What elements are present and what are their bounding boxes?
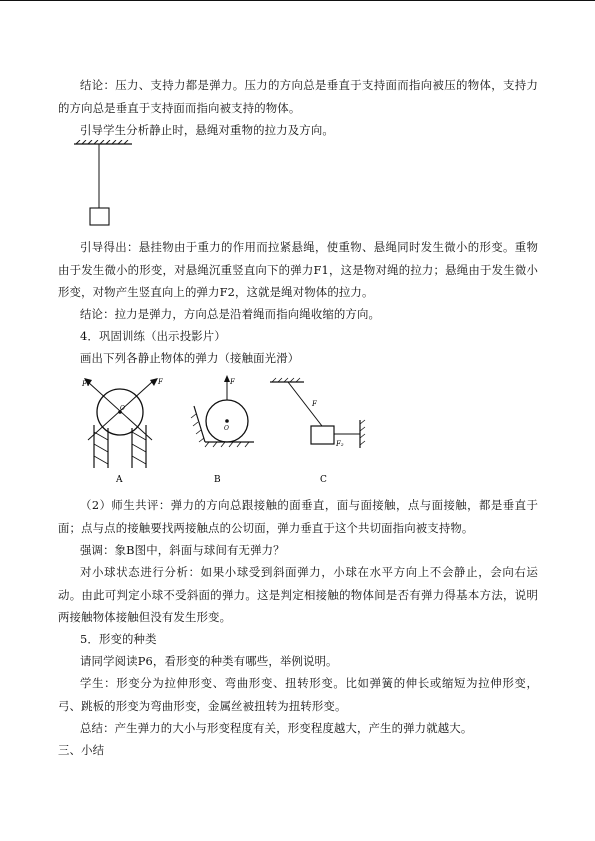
label-center-o-a: O: [120, 405, 125, 412]
label-force-f-c: F: [312, 400, 317, 408]
paragraph-conclusion-pressure: 结论：压力、支持力都是弹力。压力的方向总是垂直于支持面而指向被压的物体，支持力的方向总是垂直于支持面而指向被支持的物体。: [58, 78, 538, 115]
label-figure-c: C: [320, 475, 327, 485]
block-c: [311, 426, 334, 444]
floor-hatch: [205, 442, 249, 447]
arrow-head-f: [150, 378, 158, 386]
figure-c: [270, 378, 365, 485]
label-figure-b: B: [214, 475, 221, 485]
paragraph-exercise-prompt: 画出下列各静止物体的弹力（接触面光滑）: [80, 351, 300, 365]
wall-c-hatch: [360, 420, 365, 445]
label-force-f2: F₂: [336, 440, 344, 448]
paragraph-guide-result: 引导得出：悬挂物由于重力的作用而拉紧悬绳，使重物、悬绳同时发生微小的形变。重物由于发生微小的形变，对悬绳沉重竖直向下的弹力F1，这是物对绳的拉力；悬绳由于发生微小形变，对物产生竖直向上的弹力F2，这就是绳对物体的拉力。: [58, 240, 538, 299]
figure-b: [191, 375, 254, 485]
paragraph-student-answer: 学生：形变分为拉伸形变、弯曲形变、扭转形变。比如弹簧的伸长或缩短为拉伸形变，弓、跳板的形变为弯曲形变，金属丝被扭转为扭转形变。: [58, 676, 538, 713]
label-figure-a: A: [116, 475, 123, 485]
paragraph-reading-task: 请同学阅读P6，看形变的种类有哪些，举例说明。: [80, 654, 338, 668]
section-deformation-heading: 5．形变的种类: [80, 632, 157, 646]
hanging-weight-figure: [72, 140, 152, 232]
rope-c: [288, 382, 322, 426]
label-force-f-b: F: [230, 378, 235, 386]
paragraph-emphasis: 强调：象B图中，斜面与球间有无弹力？: [80, 543, 285, 557]
paragraph-guide-analysis: 引导学生分析静止时，悬绳对重物的拉力及方向。: [80, 123, 334, 137]
slot-hatch: [94, 432, 146, 464]
paragraph-ball-analysis: 对小球状态进行分析：如果小球受到斜面弹力，小球在水平方向上不会静止，会向右运动。由此可判定小球不受斜面的弹力。这是判定相接触的物体间是否有弹力得基本方法，说明两接触物体接触但没有发生形变。: [58, 565, 538, 624]
label-force-f1: F₁: [82, 380, 90, 388]
figure-a: [81, 378, 164, 485]
ball-b-center: [225, 419, 229, 423]
paragraph-conclusion-tension: 结论：拉力是弹力，方向总是沿着绳而指向绳收缩的方向。: [80, 307, 381, 321]
ceiling-c-hatch: [272, 378, 300, 382]
label-center-o-b: O: [224, 425, 229, 432]
exercise-figures: [74, 370, 374, 488]
paragraph-joint-review: （2）师生共评：弹力的方向总跟接触的面垂直，面与面接触，点与面接触，都是垂直于面；点与点的接触要找两接触点的公切面，弹力垂直于这个共切面指向被支持物。: [58, 498, 538, 535]
weight-block: [90, 208, 109, 225]
ceiling-hatch: [76, 140, 128, 144]
paragraph-summary: 总结：产生弹力的大小与形变程度有关，形变程度越大，产生的弹力就越大。: [80, 721, 473, 735]
section-consolidation-heading: 4．巩固训练（出示投影片）: [80, 329, 226, 343]
section-recap-heading: 三、小结: [58, 743, 105, 757]
label-force-f-a: F: [158, 378, 163, 386]
